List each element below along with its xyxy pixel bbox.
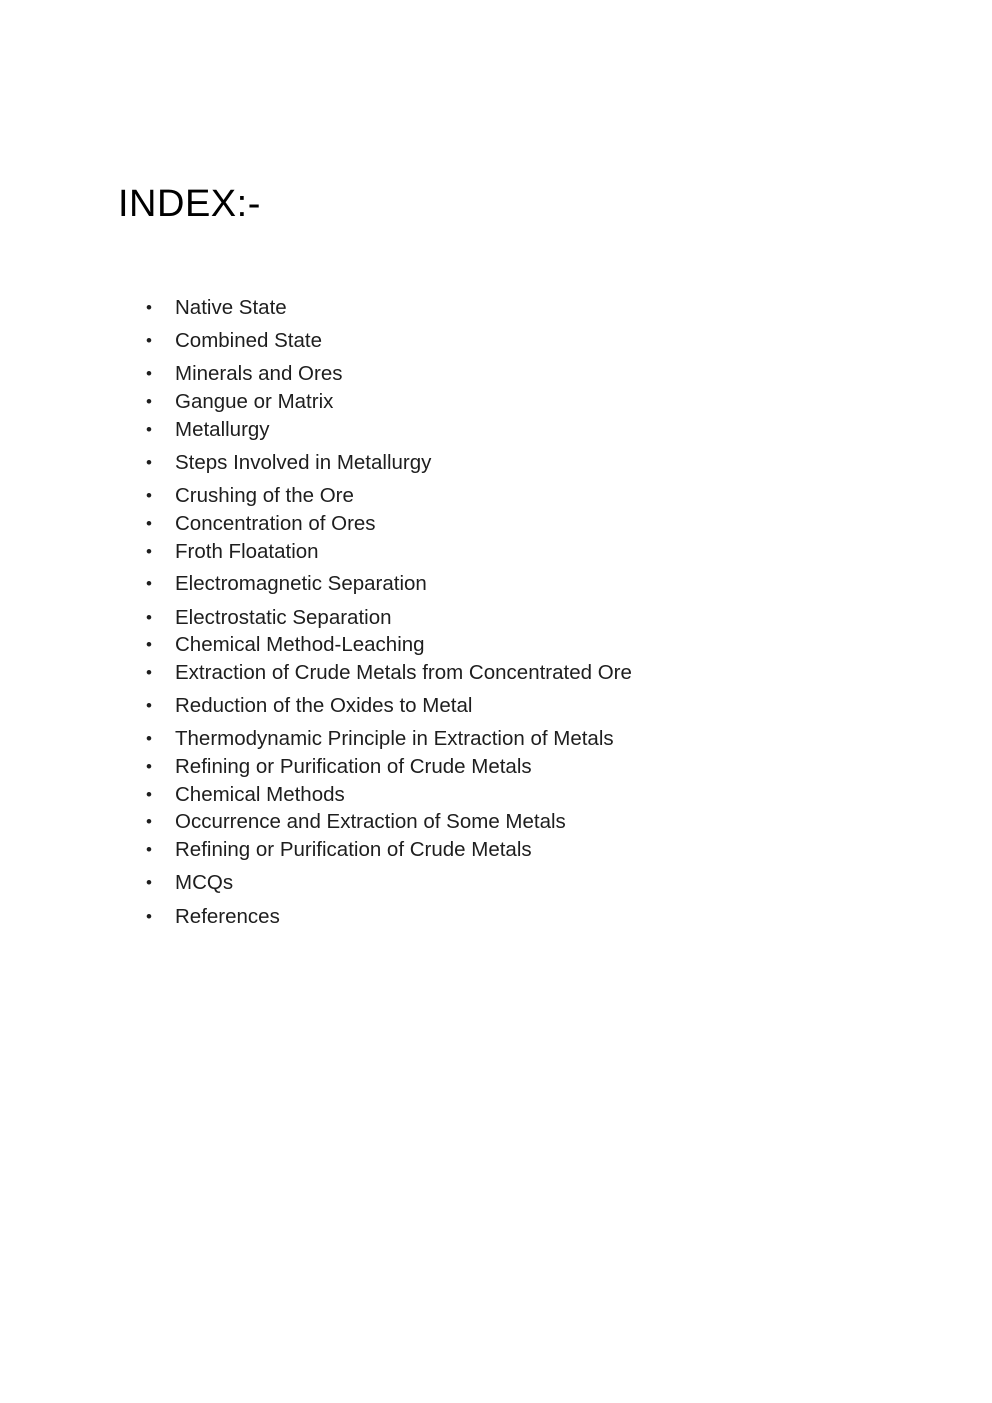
bullet-icon: • [146, 453, 152, 472]
bullet-icon: • [146, 635, 152, 654]
bullet-icon: • [146, 757, 152, 776]
bullet-icon: • [146, 873, 152, 892]
list-item-label: Crushing of the Ore [175, 484, 354, 507]
list-item-label: References [175, 905, 280, 928]
bullet-icon: • [146, 486, 152, 505]
list-item-label: Native State [175, 296, 287, 319]
bullet-icon: • [146, 364, 152, 383]
bullet-icon: • [146, 785, 152, 804]
list-item-label: MCQs [175, 871, 234, 894]
bullet-icon: • [146, 840, 152, 859]
list-item-label: Concentration of Ores [175, 512, 376, 535]
list-item-label: Thermodynamic Principle in Extraction of Metals [175, 727, 614, 750]
index-title: INDEX:- [118, 183, 261, 225]
bullet-icon: • [146, 298, 152, 317]
bullet-icon: • [146, 542, 152, 561]
bullet-icon: • [146, 608, 152, 627]
list-item-label: Chemical Methods [175, 783, 345, 806]
list-item-label: Occurrence and Extraction of Some Metals [175, 810, 566, 833]
bullet-icon: • [146, 812, 152, 831]
list-item-label: Metallurgy [175, 418, 270, 441]
bullet-icon: • [146, 574, 152, 593]
list-item-label: Refining or Purification of Crude Metals [175, 755, 532, 778]
list-item-label: Froth Floatation [175, 540, 319, 563]
list-item-label: Combined State [175, 329, 323, 352]
bullet-icon: • [146, 663, 152, 682]
list-item-label: Reduction of the Oxides to Metal [175, 694, 473, 717]
bullet-icon: • [146, 514, 152, 533]
list-item-label: Minerals and Ores [175, 362, 343, 385]
bullet-icon: • [146, 729, 152, 748]
list-item-label: Electrostatic Separation [175, 606, 392, 629]
bullet-icon: • [146, 331, 152, 350]
list-item-label: Steps Involved in Metallurgy [175, 451, 432, 474]
bullet-icon: • [146, 420, 152, 439]
bullet-icon: • [146, 696, 152, 715]
list-item-label: Electromagnetic Separation [175, 572, 427, 595]
list-item-label: Chemical Method-Leaching [175, 633, 425, 656]
list-item-label: Gangue or Matrix [175, 390, 334, 413]
bullet-icon: • [146, 392, 152, 411]
bullet-icon: • [146, 907, 152, 926]
list-item-label: Refining or Purification of Crude Metals [175, 838, 532, 861]
list-item-label: Extraction of Crude Metals from Concentrated Ore [175, 661, 632, 684]
